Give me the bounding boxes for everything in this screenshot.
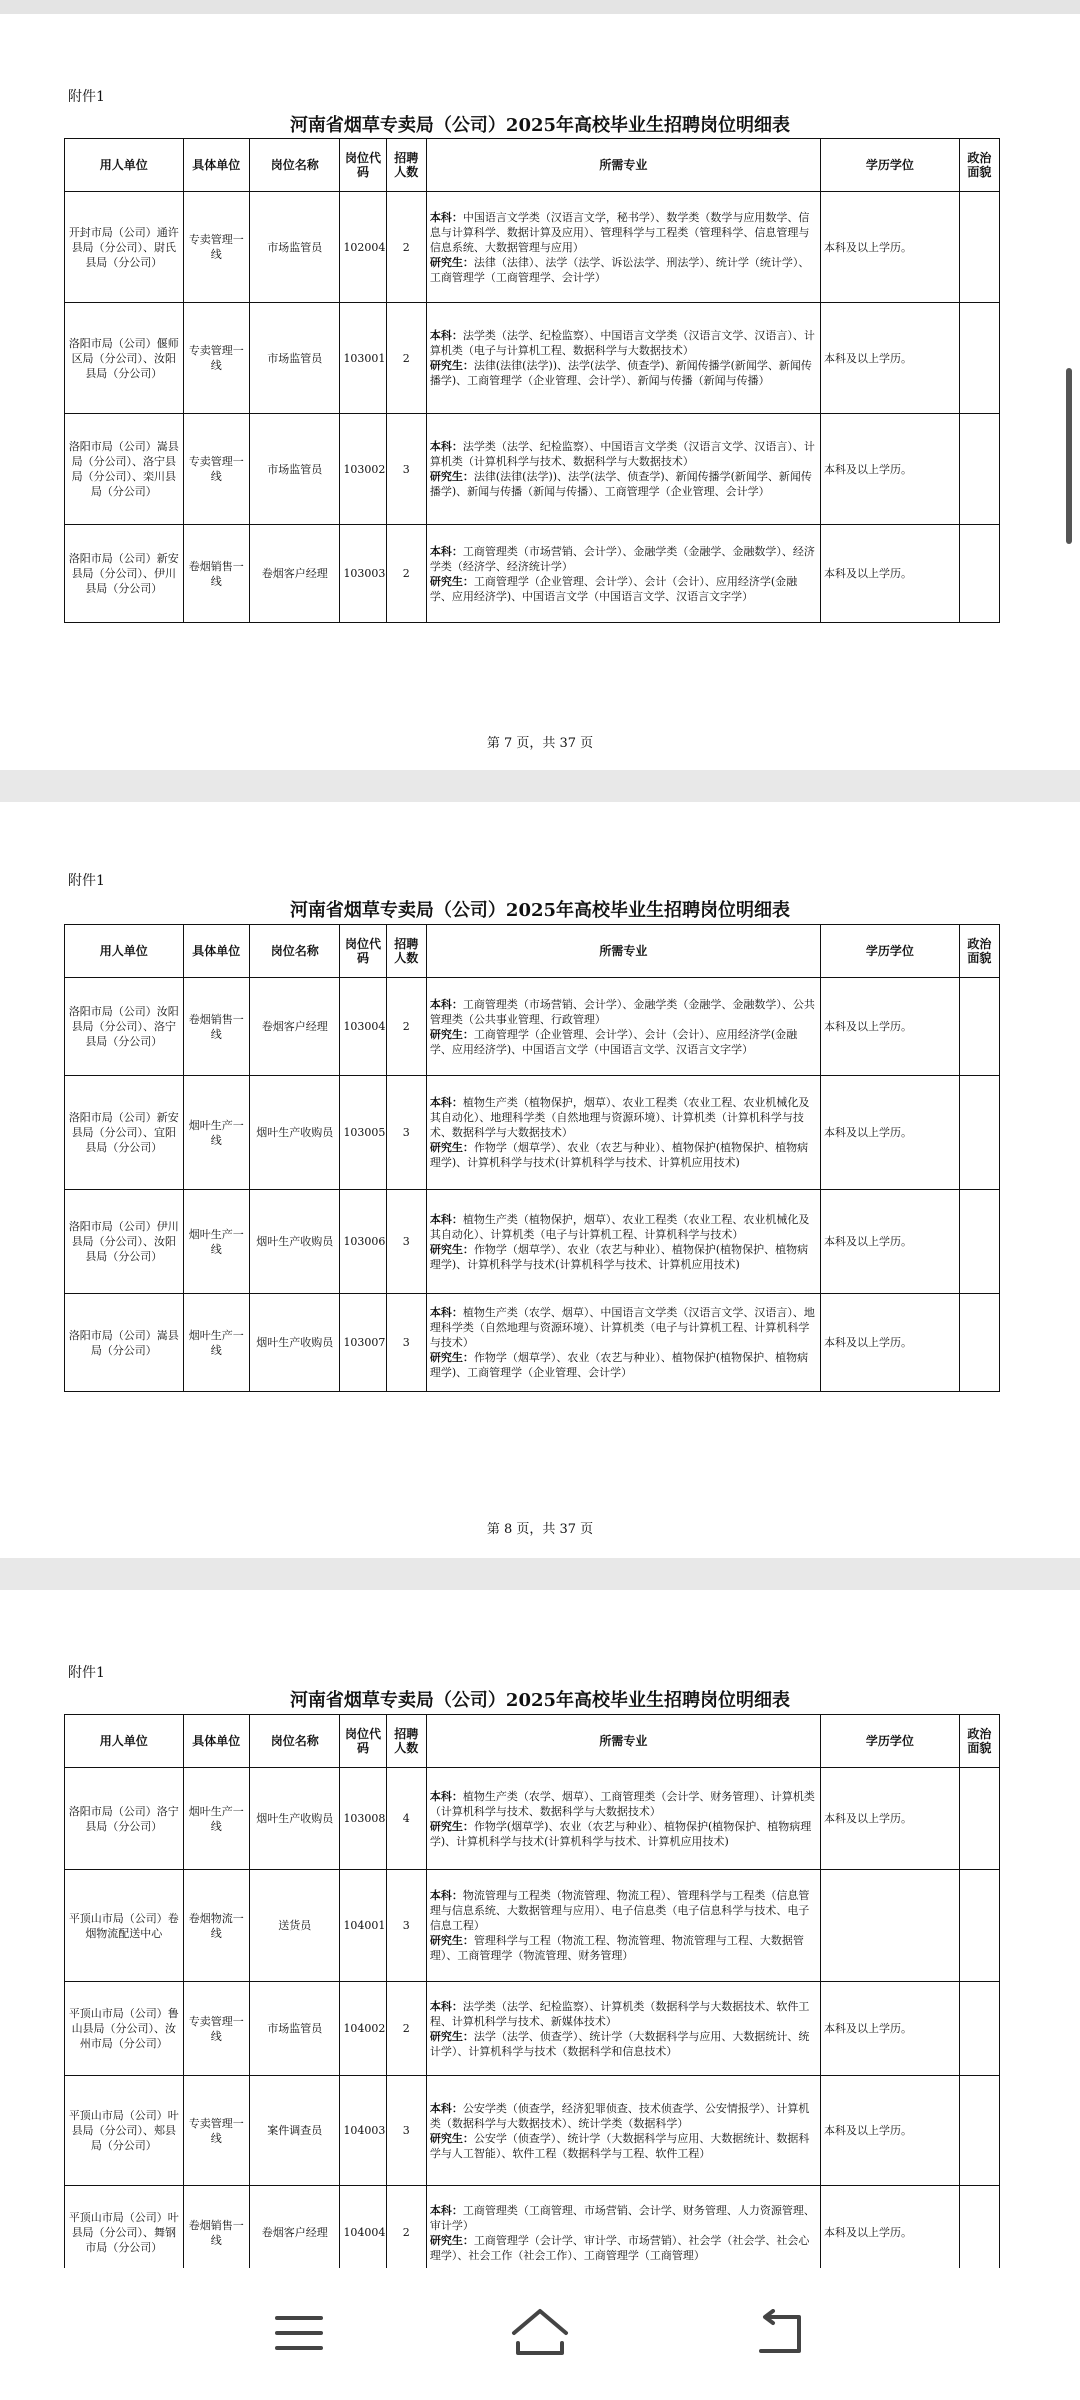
count-cell: 2 (386, 1982, 426, 2076)
political-cell (959, 1190, 999, 1294)
col-political: 政治面貌 (959, 139, 999, 192)
grad-majors: 工商管理学（企业管理、会计学）、会计（会计）、应用经济学(金融学、应用经济学)、中国语言文学（中国语言文学、汉语言文字学） (429, 1027, 798, 1056)
count-cell: 3 (386, 1294, 426, 1392)
undergrad-majors: 植物生产类（植物保护，烟草）、农业工程类（农业工程、农业机械化及其自动化）、计算机类（电子与计算机工程、计算机科学与技术） (429, 1212, 810, 1241)
grad-majors: 法律（法律）、法学（法学、诉讼法学、刑法学）、统计学（统计学）、工商管理学（工商管理学、会计学） (429, 255, 810, 284)
attachment-label: 附件1 (68, 89, 105, 105)
degree-cell: 本科及以上学历。 (820, 1982, 959, 2076)
col-count: 招聘人数 (386, 139, 426, 192)
dept-cell: 专卖管理一线 (183, 192, 249, 303)
undergrad-label: 本科： (429, 2203, 463, 2217)
major-cell (426, 1190, 820, 1294)
page-footer: 第 8 页，共 37 页 (486, 1522, 594, 1537)
political-cell (959, 2186, 999, 2269)
unit-cell: 平顶山市局（公司）卷烟物流配送中心 (65, 1870, 184, 1982)
post-cell: 市场监管员 (249, 414, 339, 525)
code-cell: 103007 (340, 1294, 386, 1392)
degree-cell: 本科及以上学历。 (820, 414, 959, 525)
major-cell (426, 1076, 820, 1190)
table-row (65, 1190, 1000, 1294)
undergrad-majors: 法学类（法学、纪检监察）、计算机类（数据科学与大数据技术、软件工程、计算机科学与技术、新媒体技术） (429, 1999, 810, 2028)
table-row (65, 2186, 1000, 2269)
code-cell: 104001 (340, 1870, 386, 1982)
grad-label: 研究生： (429, 470, 474, 483)
undergrad-majors: 物流管理与工程类（物流管理、物流工程）、管理科学与工程类（信息管理与信息系统、大数据管理与应用）、电子信息类（电子信息科学与技术、电子信息工程） (429, 1889, 810, 1932)
undergrad-label: 本科： (429, 1212, 463, 1226)
dept-cell: 卷烟物流一线 (183, 1870, 249, 1982)
col-dept: 具体单位 (183, 139, 249, 192)
page-title: 河南省烟草专卖局（公司）2025年高校毕业生招聘岗位明细表 (289, 115, 791, 136)
degree-cell: 本科及以上学历。 (820, 1768, 959, 1870)
attachment-label: 附件1 (68, 873, 105, 889)
col-code: 岗位代码 (340, 1715, 386, 1768)
table-row (65, 1294, 1000, 1392)
code-cell: 103006 (340, 1190, 386, 1294)
undergrad-majors: 植物生产类（植物保护，烟草）、农业工程类（农业工程、农业机械化及其自动化）、地理科学类（自然地理与资源环境）、计算机类（计算机科学与技术、数据科学与大数据技术） (429, 1096, 810, 1139)
grad-label: 研究生： (429, 1351, 474, 1364)
grad-label: 研究生： (429, 2233, 474, 2247)
post-cell: 卷烟客户经理 (249, 2186, 339, 2269)
col-unit: 用人单位 (65, 1715, 184, 1768)
home-button[interactable] (495, 2298, 585, 2368)
major-cell (426, 525, 820, 623)
post-cell: 烟叶生产收购员 (249, 1076, 339, 1190)
jobs-table (64, 1714, 1000, 2268)
grad-majors: 法律(法律(法学))、法学(法学、侦查学)、新闻传播学(新闻学、新闻传播学)、新闻与传播（新闻与传播）、工商管理学（企业管理、会计学） (429, 470, 812, 498)
table-header-row (65, 925, 1000, 978)
undergrad-label: 本科： (429, 997, 463, 1011)
major-cell (426, 1294, 820, 1392)
page-footer: 第 7 页，共 37 页 (486, 736, 594, 751)
major-cell (426, 414, 820, 525)
col-unit: 用人单位 (65, 925, 184, 978)
count-cell: 2 (386, 2186, 426, 2269)
undergrad-majors: 法学类（法学、纪检监察）、中国语言文学类（汉语言文学、汉语言）、计算机类（电子与计算机工程、数据科学与大数据技术） (429, 329, 815, 357)
status-strip (0, 0, 1080, 14)
table-row (65, 978, 1000, 1076)
count-cell: 2 (386, 525, 426, 623)
political-cell (959, 525, 999, 623)
political-cell (959, 1982, 999, 2076)
political-cell (959, 192, 999, 303)
grad-label: 研究生： (429, 1242, 474, 1256)
grad-label: 研究生： (429, 1819, 474, 1833)
undergrad-label: 本科： (429, 329, 463, 342)
major-cell (426, 1870, 820, 1982)
col-count: 招聘人数 (386, 1715, 426, 1768)
unit-cell: 洛阳市局（公司）汝阳县局（分公司）、洛宁县局（分公司） (65, 978, 184, 1076)
col-dept: 具体单位 (183, 925, 249, 978)
dept-cell: 卷烟销售一线 (183, 978, 249, 1076)
political-cell (959, 978, 999, 1076)
attachment-label: 附件1 (68, 1665, 105, 1681)
major-cell (426, 303, 820, 414)
degree-cell: 本科及以上学历。 (820, 2076, 959, 2186)
unit-cell: 洛阳市局（公司）洛宁县局（分公司） (65, 1768, 184, 1870)
table-header-row (65, 1715, 1000, 1768)
grad-majors: 工商管理学（会计学、审计学、市场营销）、社会学（社会学、社会心理学）、社会工作（社会工作）、工商管理学（工商管理） (429, 2233, 810, 2262)
col-degree: 学历学位 (820, 1715, 959, 1768)
political-cell (959, 1768, 999, 1870)
table-row (65, 192, 1000, 303)
back-button[interactable] (736, 2298, 826, 2368)
degree-cell: 本科及以上学历。 (820, 525, 959, 623)
undergrad-label: 本科： (429, 1889, 463, 1902)
degree-cell: 本科及以上学历。 (820, 2186, 959, 2269)
grad-label: 研究生： (429, 255, 474, 269)
grad-majors: 工商管理学（企业管理、会计学）、会计（会计）、应用经济学(金融学、应用经济学)、中国语言文学（中国语言文学、汉语言文字学） (429, 574, 798, 603)
undergrad-majors: 工商管理类（市场营销、会计学）、金融学类（金融学、金融数学）、公共管理类（公共事业管理、行政管理） (429, 997, 815, 1026)
table-row (65, 1982, 1000, 2076)
system-nav-bar (0, 2268, 1080, 2400)
document-page-9 (0, 1590, 1080, 2268)
grad-majors: 作物学(烟草学)、农业（农艺与种业）、植物保护(植物保护、植物病理学)、计算机科学与技术(计算机科学与技术、计算机应用技术) (429, 1819, 812, 1848)
major-cell (426, 1982, 820, 2076)
count-cell: 3 (386, 1870, 426, 1982)
post-cell: 烟叶生产收购员 (249, 1768, 339, 1870)
undergrad-majors: 植物生产类（农学、烟草）、工商管理类（会计学、财务管理）、计算机类（计算机科学与技术、数据科学与大数据技术） (429, 1789, 815, 1818)
col-code: 岗位代码 (340, 139, 386, 192)
undergrad-label: 本科： (429, 2101, 463, 2115)
col-major: 所需专业 (426, 925, 820, 978)
count-cell: 3 (386, 1076, 426, 1190)
table-header-row (65, 139, 1000, 192)
major-cell (426, 1768, 820, 1870)
unit-cell: 洛阳市局（公司）新安县局（分公司）、伊川县局（分公司） (65, 525, 184, 623)
col-political: 政治面貌 (959, 925, 999, 978)
grad-majors: 作物学（烟草学）、农业（农艺与种业）、植物保护(植物保护、植物病理学)、计算机科学与技术(计算机科学与技术、计算机应用技术) (429, 1242, 809, 1271)
code-cell: 103008 (340, 1768, 386, 1870)
post-cell: 送货员 (249, 1870, 339, 1982)
post-cell: 烟叶生产收购员 (249, 1294, 339, 1392)
dept-cell: 烟叶生产一线 (183, 1294, 249, 1392)
undergrad-majors: 法学类（法学、纪检监察）、中国语言文学类（汉语言文学、汉语言）、计算机类（计算机科学与技术、数据科学与大数据技术） (429, 440, 815, 468)
col-unit: 用人单位 (65, 139, 184, 192)
unit-cell: 平顶山市局（公司）鲁山县局（分公司）、汝州市局（分公司） (65, 1982, 184, 2076)
col-dept: 具体单位 (183, 1715, 249, 1768)
dept-cell: 专卖管理一线 (183, 1982, 249, 2076)
table-row (65, 1076, 1000, 1190)
code-cell: 103001 (340, 303, 386, 414)
grad-label: 研究生： (429, 2131, 474, 2145)
major-cell (426, 192, 820, 303)
scrollbar-thumb[interactable] (1066, 368, 1072, 544)
undergrad-majors: 公安学类（侦查学，经济犯罪侦查、技术侦查学、公安情报学）、计算机类（数据科学与大数据技术）、统计学类（数据科学） (429, 2101, 810, 2130)
back-icon (753, 2309, 809, 2357)
undergrad-label: 本科： (429, 1999, 463, 2013)
col-degree: 学历学位 (820, 925, 959, 978)
col-post: 岗位名称 (249, 1715, 339, 1768)
unit-cell: 洛阳市局（公司）伊川县局（分公司）、汝阳县局（分公司） (65, 1190, 184, 1294)
political-cell (959, 1294, 999, 1392)
undergrad-label: 本科： (429, 210, 463, 224)
unit-cell: 平顶山市局（公司）叶县局（分公司）、舞钢市局（分公司） (65, 2186, 184, 2269)
degree-cell (820, 1870, 959, 1982)
political-cell (959, 303, 999, 414)
col-major: 所需专业 (426, 1715, 820, 1768)
count-cell: 3 (386, 1190, 426, 1294)
code-cell: 104004 (340, 2186, 386, 2269)
political-cell (959, 1870, 999, 1982)
political-cell (959, 1076, 999, 1190)
count-cell: 3 (386, 2076, 426, 2186)
major-cell (426, 2076, 820, 2186)
document-page-8 (0, 802, 1080, 1558)
undergrad-label: 本科： (429, 440, 463, 453)
major-cell (426, 2186, 820, 2269)
grad-majors: 公安学（侦查学）、统计学（大数据科学与应用、大数据统计、数据科学与人工智能）、软件工程（数据科学与工程、软件工程） (429, 2131, 810, 2160)
table-row (65, 414, 1000, 525)
document-page-7 (0, 14, 1080, 770)
code-cell: 103002 (340, 414, 386, 525)
col-major: 所需专业 (426, 139, 820, 192)
degree-cell: 本科及以上学历。 (820, 978, 959, 1076)
count-cell: 4 (386, 1768, 426, 1870)
menu-button[interactable] (254, 2298, 344, 2368)
unit-cell: 洛阳市局（公司）嵩县局（分公司）、洛宁县局（分公司）、栾川县局（分公司） (65, 414, 184, 525)
unit-cell: 洛阳市局（公司）偃师区局（分公司）、汝阳县局（分公司） (65, 303, 184, 414)
grad-label: 研究生： (429, 1934, 474, 1947)
post-cell: 卷烟客户经理 (249, 978, 339, 1076)
unit-cell: 洛阳市局（公司）嵩县局（分公司） (65, 1294, 184, 1392)
col-post: 岗位名称 (249, 925, 339, 978)
table-row (65, 1870, 1000, 1982)
dept-cell: 烟叶生产一线 (183, 1190, 249, 1294)
count-cell: 3 (386, 414, 426, 525)
post-cell: 市场监管员 (249, 1982, 339, 2076)
grad-label: 研究生： (429, 359, 474, 372)
code-cell: 104003 (340, 2076, 386, 2186)
col-code: 岗位代码 (340, 925, 386, 978)
undergrad-majors: 中国语言文学类（汉语言文学，秘书学）、数学类（数学与应用数学、信息与计算科学、数据计算及应用）、管理科学与工程类（管理科学、信息管理与信息系统、大数据管理与应用） (429, 210, 810, 254)
code-cell: 103004 (340, 978, 386, 1076)
col-political: 政治面貌 (959, 1715, 999, 1768)
undergrad-majors: 工商管理类（市场营销、会计学）、金融学类（金融学、金融数学）、经济学类（经济学、经济统计学） (429, 544, 815, 573)
table-row (65, 525, 1000, 623)
degree-cell: 本科及以上学历。 (820, 1294, 959, 1392)
dept-cell: 卷烟销售一线 (183, 2186, 249, 2269)
dept-cell: 烟叶生产一线 (183, 1768, 249, 1870)
undergrad-label: 本科： (429, 1306, 463, 1319)
grad-label: 研究生： (429, 2029, 474, 2043)
count-cell: 2 (386, 192, 426, 303)
political-cell (959, 2076, 999, 2186)
post-cell: 烟叶生产收购员 (249, 1190, 339, 1294)
undergrad-majors: 工商管理类（工商管理、市场营销、会计学、财务管理、人力资源管理、审计学） (429, 2203, 815, 2232)
post-cell: 市场监管员 (249, 192, 339, 303)
home-icon (508, 2307, 572, 2359)
page-title: 河南省烟草专卖局（公司）2025年高校毕业生招聘岗位明细表 (289, 1690, 791, 1711)
degree-cell: 本科及以上学历。 (820, 1190, 959, 1294)
grad-majors: 管理科学与工程（物流工程、物流管理、物流管理与工程、大数据管理）、工商管理学（物流管理、财务管理） (429, 1934, 804, 1962)
count-cell: 2 (386, 303, 426, 414)
grad-label: 研究生： (429, 1027, 474, 1041)
degree-cell: 本科及以上学历。 (820, 303, 959, 414)
undergrad-label: 本科： (429, 1096, 463, 1109)
count-cell: 2 (386, 978, 426, 1076)
political-cell (959, 414, 999, 525)
degree-cell: 本科及以上学历。 (820, 192, 959, 303)
col-degree: 学历学位 (820, 139, 959, 192)
dept-cell: 卷烟销售一线 (183, 525, 249, 623)
jobs-table (64, 924, 1000, 1392)
unit-cell: 洛阳市局（公司）新安县局（分公司）、宜阳县局（分公司） (65, 1076, 184, 1190)
grad-label: 研究生： (429, 574, 474, 588)
unit-cell: 平顶山市局（公司）叶县局（分公司）、郏县局（分公司） (65, 2076, 184, 2186)
grad-majors: 作物学（烟草学）、农业（农艺与种业）、植物保护(植物保护、植物病理学)、计算机科学与技术(计算机科学与技术、计算机应用技术) (429, 1141, 809, 1169)
col-count: 招聘人数 (386, 925, 426, 978)
dept-cell: 专卖管理一线 (183, 2076, 249, 2186)
post-cell: 市场监管员 (249, 303, 339, 414)
post-cell: 案件调查员 (249, 2076, 339, 2186)
table-row (65, 2076, 1000, 2186)
dept-cell: 专卖管理一线 (183, 414, 249, 525)
grad-majors: 作物学（烟草学）、农业（农艺与种业）、植物保护(植物保护、植物病理学)、工商管理学（企业管理、会计学） (429, 1351, 809, 1379)
unit-cell: 开封市局（公司）通许县局（分公司）、尉氏县局（分公司） (65, 192, 184, 303)
table-row (65, 303, 1000, 414)
code-cell: 102004 (340, 192, 386, 303)
grad-majors: 法学（法学、侦查学）、统计学（大数据科学与应用、大数据统计、统计学）、计算机科学与技术（数据科学和信息技术） (429, 2029, 810, 2058)
dept-cell: 专卖管理一线 (183, 303, 249, 414)
undergrad-label: 本科： (429, 1789, 463, 1803)
post-cell: 卷烟客户经理 (249, 525, 339, 623)
page-title: 河南省烟草专卖局（公司）2025年高校毕业生招聘岗位明细表 (289, 900, 791, 921)
undergrad-majors: 植物生产类（农学、烟草）、中国语言文学类（汉语言文学、汉语言）、地理科学类（自然地理与资源环境）、计算机类（电子与计算机工程、计算机科学与技术） (429, 1306, 815, 1349)
code-cell: 103005 (340, 1076, 386, 1190)
code-cell: 104002 (340, 1982, 386, 2076)
dept-cell: 烟叶生产一线 (183, 1076, 249, 1190)
degree-cell: 本科及以上学历。 (820, 1076, 959, 1190)
grad-label: 研究生： (429, 1141, 474, 1154)
code-cell: 103003 (340, 525, 386, 623)
undergrad-label: 本科： (429, 544, 463, 558)
jobs-table (64, 138, 1000, 623)
menu-icon (273, 2313, 325, 2353)
col-post: 岗位名称 (249, 139, 339, 192)
table-row (65, 1768, 1000, 1870)
grad-majors: 法律(法律(法学))、法学(法学、侦查学)、新闻传播学(新闻学、新闻传播学)、工商管理学（企业管理、会计学）、新闻与传播（新闻与传播） (429, 359, 812, 387)
major-cell (426, 978, 820, 1076)
